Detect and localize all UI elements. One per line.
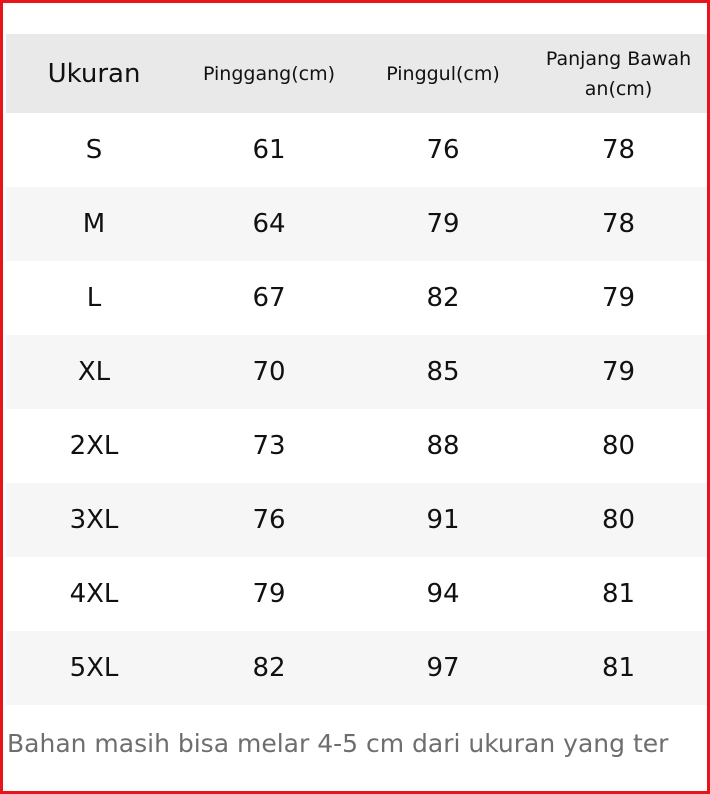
- waist-cell: 61: [252, 135, 286, 165]
- size-cell: 4XL: [69, 579, 119, 609]
- size-cell: 2XL: [69, 431, 119, 461]
- length-cell: 80: [601, 431, 636, 461]
- table-row: [6, 557, 707, 631]
- waist-cell: 73: [252, 431, 286, 461]
- hip-cell: 88: [426, 431, 460, 461]
- length-cell: 78: [601, 135, 636, 165]
- waist-cell: 79: [252, 579, 286, 609]
- header-size: Ukuran: [6, 34, 182, 113]
- header-hip: Pinggul(cm): [356, 34, 530, 113]
- stretch-note: Bahan masih bisa melar 4-5 cm dari ukuran yang ter: [7, 729, 669, 758]
- size-cell: 5XL: [69, 653, 119, 683]
- hip-cell: 91: [426, 505, 460, 535]
- table-row: [6, 483, 707, 557]
- hip-cell: 94: [426, 579, 460, 609]
- length-cell: 78: [601, 209, 636, 239]
- length-cell: 81: [601, 653, 636, 683]
- waist-cell: 64: [252, 209, 286, 239]
- table-row: [6, 187, 707, 261]
- size-cell: M: [82, 209, 106, 239]
- table-row: [6, 335, 707, 409]
- table-header-row: [6, 34, 707, 113]
- header-length-line-2: an(cm): [584, 77, 653, 100]
- table-row: [6, 409, 707, 483]
- waist-cell: 67: [252, 283, 286, 313]
- table-row: [6, 113, 707, 187]
- hip-cell: 82: [426, 283, 460, 313]
- hip-cell: 76: [426, 135, 460, 165]
- waist-cell: 82: [252, 653, 286, 683]
- hip-cell: 85: [426, 357, 460, 387]
- size-cell: L: [86, 283, 102, 313]
- waist-cell: 70: [252, 357, 286, 387]
- header-waist: Pinggang(cm): [182, 34, 356, 113]
- waist-cell: 76: [252, 505, 286, 535]
- hip-cell: 79: [426, 209, 460, 239]
- length-cell: 79: [601, 283, 636, 313]
- size-chart-table: [6, 34, 707, 705]
- table-row: [6, 631, 707, 705]
- length-cell: 80: [601, 505, 636, 535]
- hip-cell: 97: [426, 653, 460, 683]
- length-cell: 79: [601, 357, 636, 387]
- length-cell: 81: [601, 579, 636, 609]
- header-length: [530, 34, 707, 113]
- size-cell: XL: [77, 357, 111, 387]
- size-cell: S: [85, 135, 103, 165]
- size-cell: 3XL: [69, 505, 119, 535]
- table-row: [6, 261, 707, 335]
- header-length-line-1: Panjang Bawah: [545, 47, 692, 70]
